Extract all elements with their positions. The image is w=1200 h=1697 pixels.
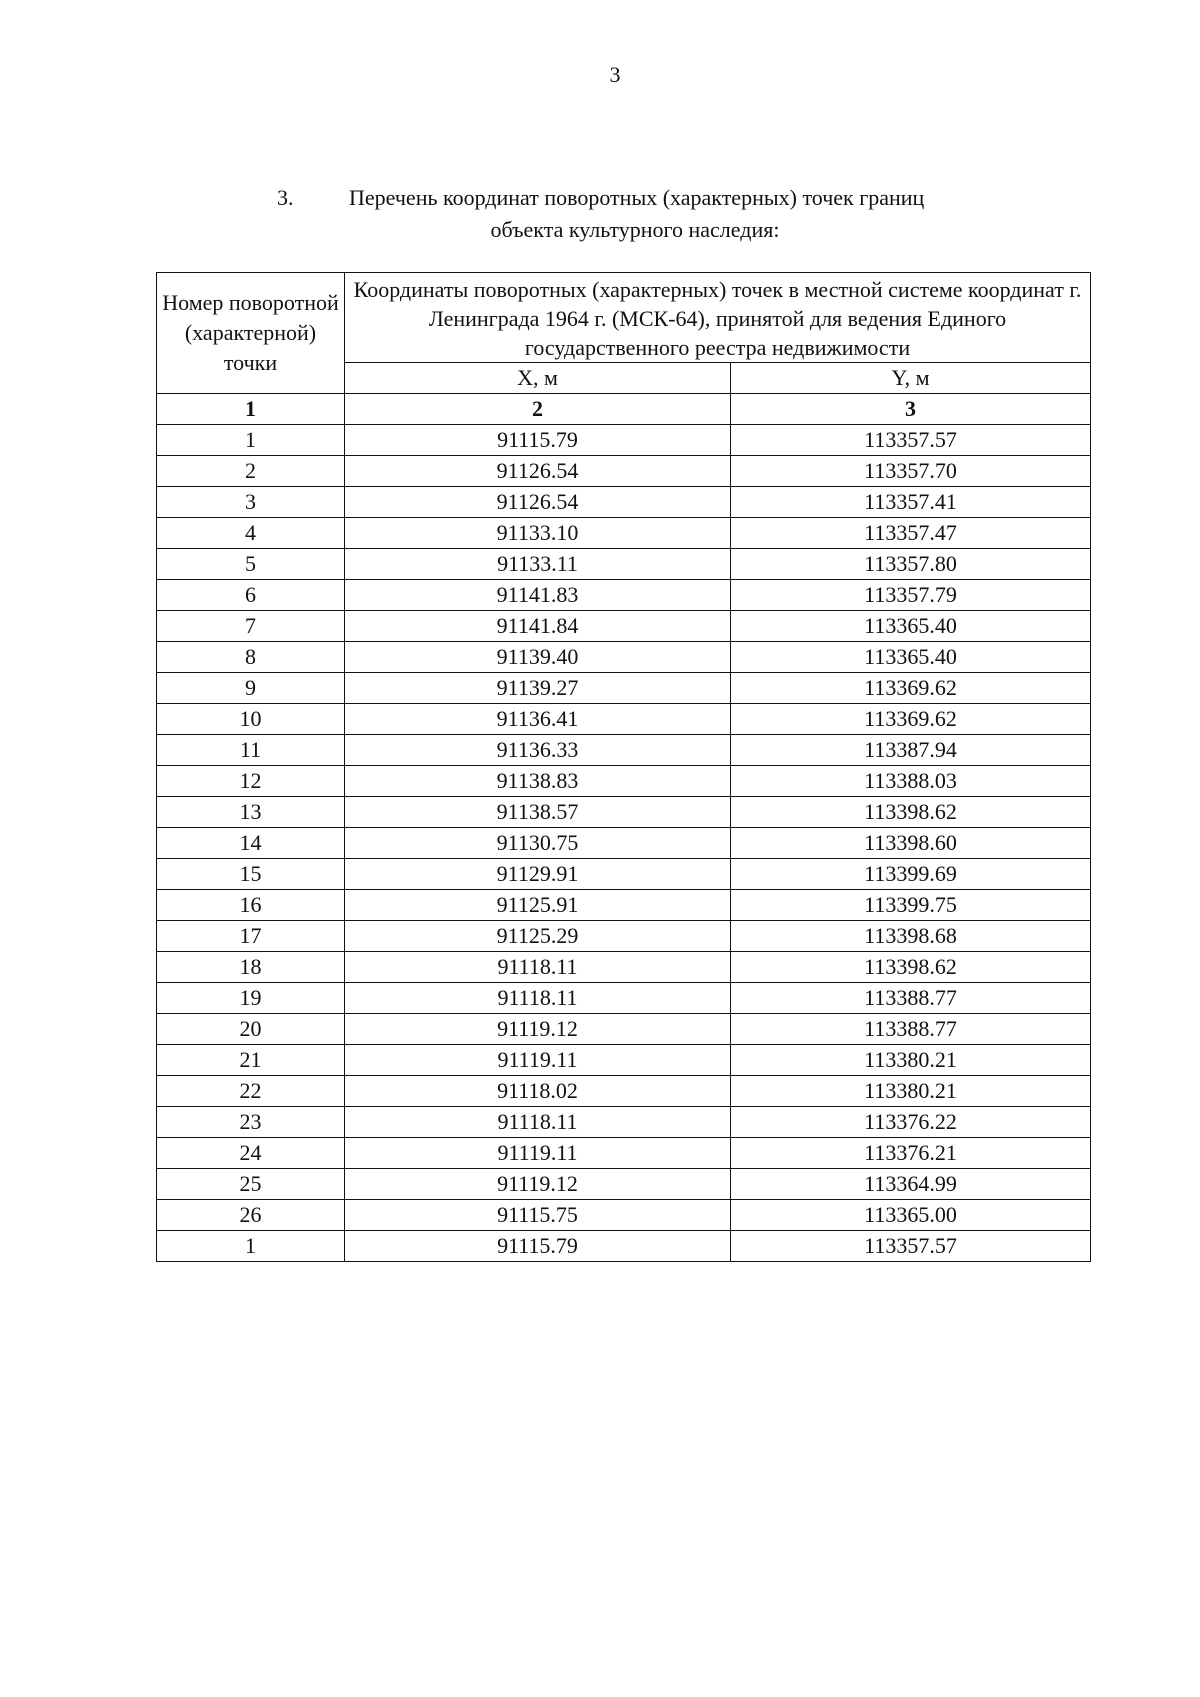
x-coordinate-cell: 91125.91 <box>345 890 731 921</box>
point-number-cell: 16 <box>157 890 345 921</box>
y-coordinate-cell: 113380.21 <box>731 1045 1091 1076</box>
point-number-cell: 20 <box>157 1014 345 1045</box>
y-coordinate-cell: 113365.40 <box>731 611 1091 642</box>
y-coordinate-cell: 113399.75 <box>731 890 1091 921</box>
point-number-cell: 9 <box>157 673 345 704</box>
x-coordinate-cell: 91129.91 <box>345 859 731 890</box>
y-coordinate-cell: 113364.99 <box>731 1169 1091 1200</box>
x-coordinate-cell: 91138.57 <box>345 797 731 828</box>
y-coordinate-cell: 113388.77 <box>731 983 1091 1014</box>
table-row <box>157 1231 1091 1262</box>
table-row <box>157 1169 1091 1200</box>
x-coordinate-cell: 91115.75 <box>345 1200 731 1231</box>
table-row <box>157 1138 1091 1169</box>
y-coordinate-cell: 113357.41 <box>731 487 1091 518</box>
y-coordinate-cell: 113357.57 <box>731 1231 1091 1262</box>
point-number-cell: 24 <box>157 1138 345 1169</box>
point-number-cell: 21 <box>157 1045 345 1076</box>
y-coordinate-cell: 113380.21 <box>731 1076 1091 1107</box>
x-coordinate-cell: 91115.79 <box>345 1231 731 1262</box>
y-coordinate-cell: 113365.40 <box>731 642 1091 673</box>
point-number-cell: 2 <box>157 456 345 487</box>
x-coordinate-cell: 91136.41 <box>345 704 731 735</box>
section-number: 3. <box>277 185 294 210</box>
x-coordinate-cell: 91141.84 <box>345 611 731 642</box>
point-number-cell: 11 <box>157 735 345 766</box>
header-point-number: Номер поворотной (характерной) точки <box>157 273 345 394</box>
column-index-3: 3 <box>731 394 1091 425</box>
x-coordinate-cell: 91133.10 <box>345 518 731 549</box>
table-row <box>157 518 1091 549</box>
y-coordinate-cell: 113357.47 <box>731 518 1091 549</box>
table-row <box>157 766 1091 797</box>
column-index-1: 1 <box>157 394 345 425</box>
x-coordinate-cell: 91119.12 <box>345 1014 731 1045</box>
table-row <box>157 983 1091 1014</box>
x-coordinate-cell: 91136.33 <box>345 735 731 766</box>
section-title-line1: Перечень координат поворотных (характерных) точек границ <box>349 185 925 210</box>
column-index-2: 2 <box>345 394 731 425</box>
x-coordinate-cell: 91119.11 <box>345 1045 731 1076</box>
x-coordinate-cell: 91115.79 <box>345 425 731 456</box>
table-row <box>157 797 1091 828</box>
header-y: Y, м <box>731 363 1091 394</box>
table-row <box>157 1200 1091 1231</box>
point-number-cell: 23 <box>157 1107 345 1138</box>
x-coordinate-cell: 91119.12 <box>345 1169 731 1200</box>
point-number-cell: 12 <box>157 766 345 797</box>
x-coordinate-cell: 91118.11 <box>345 952 731 983</box>
point-number-cell: 22 <box>157 1076 345 1107</box>
point-number-cell: 19 <box>157 983 345 1014</box>
y-coordinate-cell: 113357.70 <box>731 456 1091 487</box>
x-coordinate-cell: 91130.75 <box>345 828 731 859</box>
point-number-cell: 17 <box>157 921 345 952</box>
column-index-row <box>157 394 1091 425</box>
y-coordinate-cell: 113398.62 <box>731 797 1091 828</box>
x-coordinate-cell: 91138.83 <box>345 766 731 797</box>
header-x: X, м <box>345 363 731 394</box>
y-coordinate-cell: 113357.57 <box>731 425 1091 456</box>
x-coordinate-cell: 91118.11 <box>345 983 731 1014</box>
y-coordinate-cell: 113388.03 <box>731 766 1091 797</box>
y-coordinate-cell: 113398.62 <box>731 952 1091 983</box>
table-row <box>157 673 1091 704</box>
point-number-cell: 1 <box>157 1231 345 1262</box>
table-row <box>157 1107 1091 1138</box>
point-number-cell: 1 <box>157 425 345 456</box>
y-coordinate-cell: 113365.00 <box>731 1200 1091 1231</box>
table-row <box>157 890 1091 921</box>
point-number-cell: 14 <box>157 828 345 859</box>
table-row <box>157 859 1091 890</box>
table-row <box>157 549 1091 580</box>
x-coordinate-cell: 91118.11 <box>345 1107 731 1138</box>
y-coordinate-cell: 113376.22 <box>731 1107 1091 1138</box>
page-number: 3 <box>609 62 621 87</box>
point-number-cell: 18 <box>157 952 345 983</box>
x-coordinate-cell: 91125.29 <box>345 921 731 952</box>
point-number-cell: 25 <box>157 1169 345 1200</box>
table-row <box>157 1045 1091 1076</box>
point-number-cell: 15 <box>157 859 345 890</box>
y-coordinate-cell: 113398.68 <box>731 921 1091 952</box>
y-coordinate-cell: 113369.62 <box>731 673 1091 704</box>
point-number-cell: 8 <box>157 642 345 673</box>
point-number-cell: 10 <box>157 704 345 735</box>
table-row <box>157 704 1091 735</box>
table-row <box>157 1014 1091 1045</box>
table-row <box>157 487 1091 518</box>
table-row <box>157 425 1091 456</box>
point-number-cell: 6 <box>157 580 345 611</box>
header-coordinates: Координаты поворотных (характерных) точек в местной системе координат г. Ленинграда 1964 г. (МСК-64), принятой для ведения Единого государственного реестра недвижимости <box>345 273 1091 363</box>
y-coordinate-cell: 113399.69 <box>731 859 1091 890</box>
table-row <box>157 611 1091 642</box>
table-row <box>157 456 1091 487</box>
table-row <box>157 828 1091 859</box>
x-coordinate-cell: 91126.54 <box>345 456 731 487</box>
y-coordinate-cell: 113387.94 <box>731 735 1091 766</box>
point-number-cell: 5 <box>157 549 345 580</box>
point-number-cell: 4 <box>157 518 345 549</box>
x-coordinate-cell: 91141.83 <box>345 580 731 611</box>
x-coordinate-cell: 91119.11 <box>345 1138 731 1169</box>
y-coordinate-cell: 113376.21 <box>731 1138 1091 1169</box>
x-coordinate-cell: 91126.54 <box>345 487 731 518</box>
point-number-cell: 3 <box>157 487 345 518</box>
y-coordinate-cell: 113388.77 <box>731 1014 1091 1045</box>
x-coordinate-cell: 91139.27 <box>345 673 731 704</box>
table-row <box>157 1076 1091 1107</box>
table-row <box>157 642 1091 673</box>
x-coordinate-cell: 91139.40 <box>345 642 731 673</box>
table-row <box>157 921 1091 952</box>
x-coordinate-cell: 91118.02 <box>345 1076 731 1107</box>
y-coordinate-cell: 113369.62 <box>731 704 1091 735</box>
y-coordinate-cell: 113357.80 <box>731 549 1091 580</box>
x-coordinate-cell: 91133.11 <box>345 549 731 580</box>
point-number-cell: 13 <box>157 797 345 828</box>
y-coordinate-cell: 113357.79 <box>731 580 1091 611</box>
table-body <box>157 394 1091 1262</box>
point-number-cell: 26 <box>157 1200 345 1231</box>
y-coordinate-cell: 113398.60 <box>731 828 1091 859</box>
coordinates-table <box>156 272 1091 1262</box>
table-row <box>157 735 1091 766</box>
table-row <box>157 952 1091 983</box>
table-row <box>157 580 1091 611</box>
section-title-line2: объекта культурного наследия: <box>490 217 780 242</box>
point-number-cell: 7 <box>157 611 345 642</box>
